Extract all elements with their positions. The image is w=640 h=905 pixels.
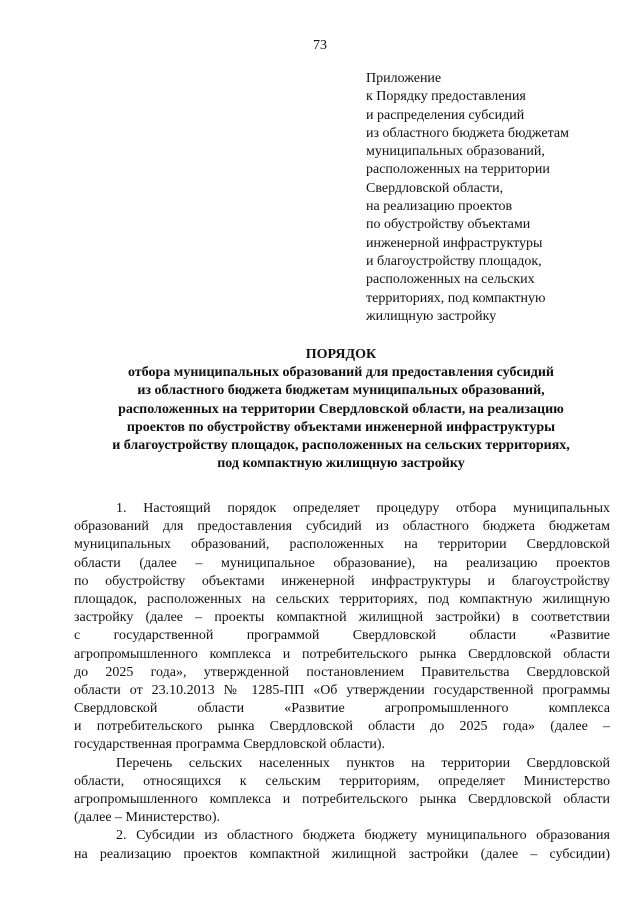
page-number: 73	[313, 38, 327, 53]
appendix-line: жилищную застройку	[366, 308, 497, 324]
body-line: муниципальных образований, расположенных на территории Свердловской	[74, 537, 610, 553]
body-line: застройку (далее – проекты компактной жилищной застройки) в соответствии	[74, 610, 610, 626]
title-line: расположенных на территории Свердловской области, на реализацию	[118, 401, 564, 417]
appendix-line: и благоустройству площадок,	[366, 253, 542, 269]
body-text	[74, 500, 610, 864]
title-line: под компактную жилищную застройку	[217, 456, 465, 472]
body-line: 1. Настоящий порядок определяет процедуру отбора муниципальных	[116, 501, 610, 516]
body-line: с государственной программой Свердловской области «Развитие	[74, 628, 610, 644]
title-line: проектов по обустройству объектами инженерной инфраструктуры	[126, 419, 556, 435]
title-line: отбора муниципальных образований для предоставления субсидий	[127, 365, 554, 381]
body-line: государственная программа Свердловской области).	[74, 737, 386, 753]
appendix-line: из областного бюджета бюджетам	[366, 125, 569, 141]
body-line: до 2025 года», утвержденной постановлением Правительства Свердловской	[74, 664, 610, 680]
appendix-line: Приложение	[366, 71, 442, 86]
title-line: и благоустройству площадок, расположенных на сельских территориях,	[112, 438, 570, 454]
body-line: образований для предоставления субсидий из областного бюджета бюджетам	[74, 519, 610, 535]
body-line: агропромышленного комплекса и потребительского рынка Свердловской области	[74, 646, 610, 662]
title-line: из областного бюджета бюджетам муниципальных образований,	[137, 383, 545, 399]
body-line: по обустройству объектами инженерной инфраструктуры и благоустройству	[74, 573, 610, 589]
body-line: на реализацию проектов компактной жилищной застройки (далее – субсидии)	[74, 846, 610, 862]
body-line: и потребительского рынка Свердловской области до 2025 года» (далее –	[74, 719, 610, 735]
document-title	[70, 346, 612, 473]
appendix-line: инженерной инфраструктуры	[366, 235, 543, 251]
body-line: площадок, расположенных на сельских территориях, под компактную жилищную	[74, 591, 610, 607]
appendix-line: расположенных на территории	[366, 162, 550, 178]
body-line: Перечень сельских населенных пунктов на территории Свердловской	[116, 755, 610, 771]
appendix-line: Свердловской области,	[366, 180, 504, 196]
body-line: области от 23.10.2013 № 1285-ПП «Об утверждении государственной программы	[74, 682, 610, 698]
appendix-line: по обустройству объектами	[366, 217, 531, 233]
title-heading: ПОРЯДОК	[305, 347, 377, 362]
body-line: Свердловской области «Развитие агропромышленного комплекса	[74, 701, 610, 717]
appendix-line: и распределения субсидий	[366, 107, 525, 123]
appendix-line: муниципальных образований,	[366, 144, 545, 160]
appendix-block	[366, 70, 616, 326]
appendix-line: к Порядку предоставления	[366, 89, 526, 105]
body-line: области (далее – муниципальное образование), на реализацию проектов	[74, 555, 610, 571]
body-line: области, относящихся к сельским территориям, определяет Министерство	[74, 773, 610, 789]
body-line: агропромышленного комплекса и потребительского рынка Свердловской области	[74, 792, 610, 807]
appendix-line: территориях, под компактную	[366, 290, 546, 306]
appendix-line: на реализацию проектов	[366, 199, 513, 215]
appendix-line: расположенных на сельских	[366, 272, 535, 288]
body-line: 2. Субсидии из областного бюджета бюджету муниципального образования	[116, 828, 610, 844]
body-line: (далее – Министерство).	[74, 810, 221, 826]
